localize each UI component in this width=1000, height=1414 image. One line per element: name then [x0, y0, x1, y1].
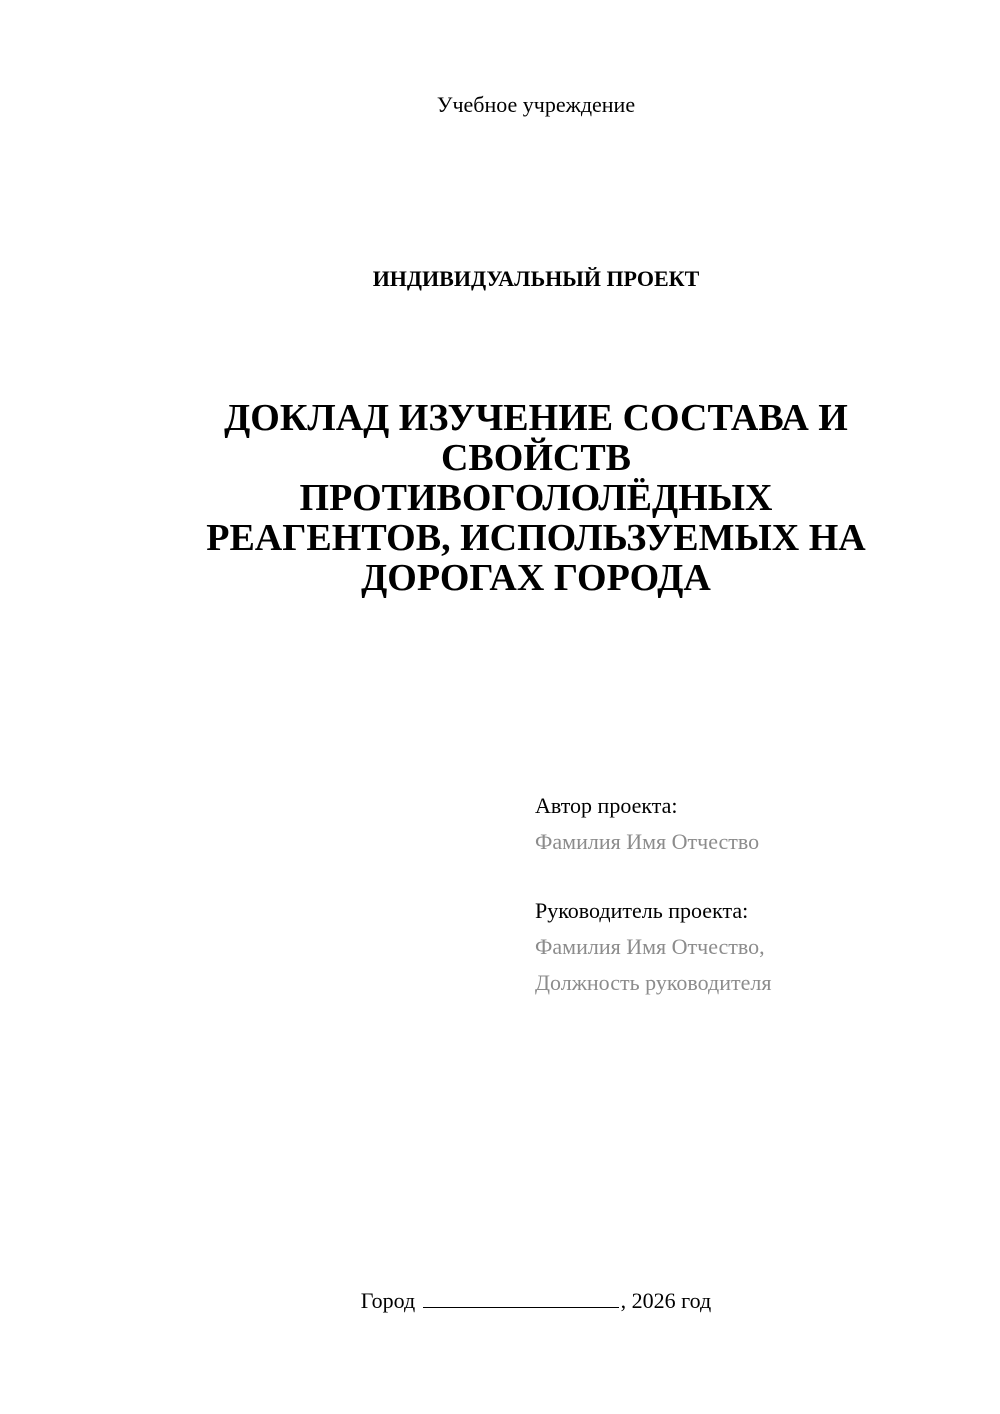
project-type-heading: ИНДИВИДУАЛЬНЫЙ ПРОЕКТ — [372, 266, 700, 291]
institution-name: Учебное учреждение — [436, 92, 636, 117]
supervisor-position: Должность руководителя — [535, 970, 772, 995]
footer-city: Город — [360, 1288, 416, 1313]
supervisor-name: Фамилия Имя Отчество, — [535, 934, 765, 959]
footer-city-year — [36, 1288, 1000, 1314]
supervisor-block — [535, 893, 771, 1001]
supervisor-label: Руководитель проекта: — [535, 898, 749, 923]
author-name: Фамилия Имя Отчество — [535, 829, 760, 854]
document-title: ДОКЛАД ИЗУЧЕНИЕ СОСТАВА И СВОЙСТВ ПРОТИВОГОЛОЛЁДНЫХ РЕАГЕНТОВ, ИСПОЛЬЗУЕМЫХ НА ДОРОГАХ ГОРОДА — [206, 397, 866, 599]
author-label: Автор проекта: — [535, 793, 678, 818]
footer-year: , 2026 год — [620, 1288, 712, 1313]
city-blank-line — [423, 1289, 619, 1308]
author-block — [535, 788, 759, 860]
